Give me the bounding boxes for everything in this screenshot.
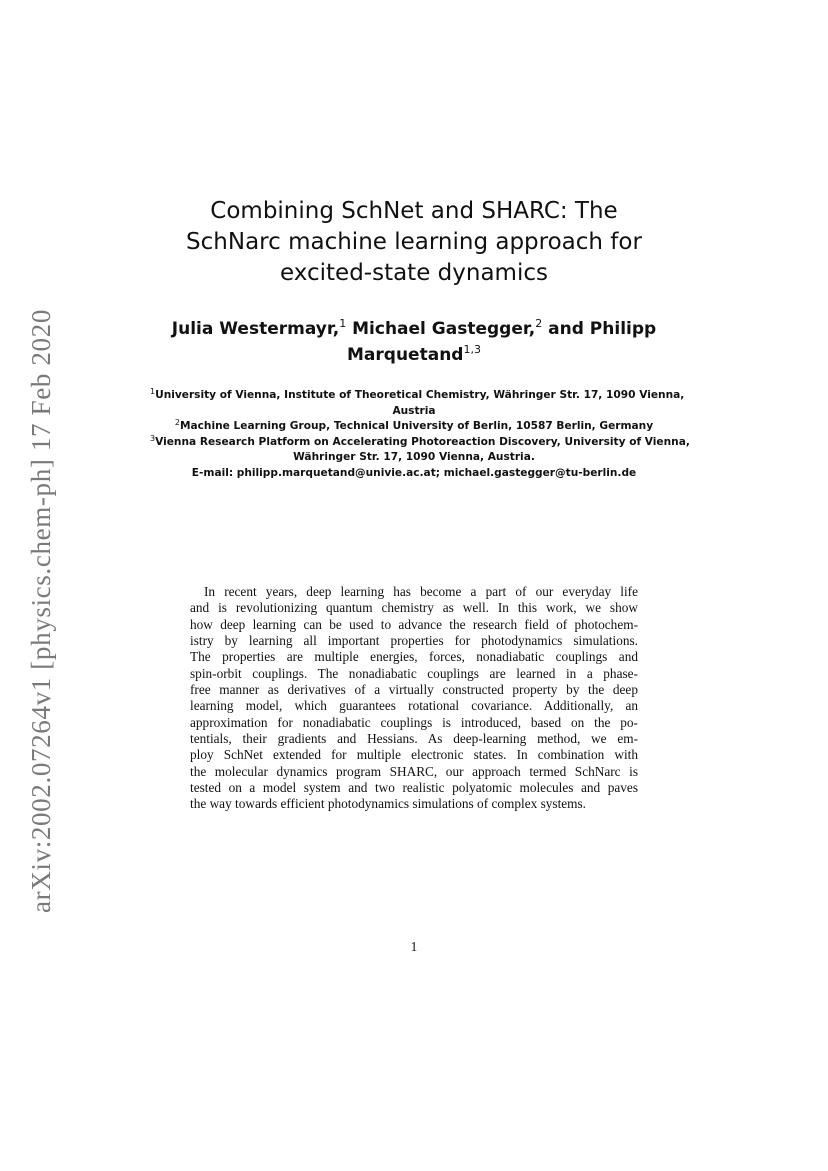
abstract-line: tested on a model system and two realistic polyatomic molecules and paves [190,780,638,796]
affiliation-marker: 1 [150,387,156,396]
page-number: 1 [410,939,418,954]
author-affiliation-marker: 1,3 [463,343,481,356]
affiliation-1-continued: Austria [392,404,436,417]
affiliation-2 [150,419,678,435]
affiliation-text: University of Vienna, Institute of Theoretical Chemistry, Währinger Str. 17, 1090 Vienna, [155,389,685,401]
affiliation-1 [150,387,685,404]
abstract-line: free manner as derivatives of a virtually constructed property by the deep [190,682,638,698]
author-line-1 [150,316,678,342]
affiliations [150,387,690,481]
arxiv-identifier-stamp [14,305,66,920]
affiliation-marker: 3 [150,433,156,443]
abstract-line: the molecular dynamics program SHARC, our approach termed SchNarc is [190,763,638,779]
author-name-gastegger: Michael Gastegger, [352,319,536,339]
abstract-line: the way towards efficient photodynamics simulations of complex systems. [190,796,587,812]
author-name-marquetand: Marquetand [347,345,464,365]
contact-email: E-mail: philipp.marquetand@univie.ac.at; michael.gastegger@tu-berlin.de [191,466,637,479]
abstract-line: spin-orbit couplings. The nonadiabatic couplings are learned in a phase- [190,665,638,681]
paper-title-line-1: Combining SchNet and SHARC: The [210,198,618,224]
author-affiliation-marker: 2 [535,317,543,330]
author-line-2 [150,342,678,368]
abstract-line: learning model, which guarantees rotational covariance. Additionally, an [190,698,638,714]
abstract-line: The properties are multiple energies, forces, nonadiabatic couplings and [190,649,638,665]
affiliation-3-continued: Währinger Str. 17, 1090 Vienna, Austria. [293,451,535,463]
author-connector: and Philipp [548,319,657,339]
paper-title-line-2: SchNarc machine learning approach for [186,229,642,255]
abstract-line: ploy SchNet extended for multiple electronic states. In combination with [190,747,638,763]
abstract-line: and is revolutionizing quantum chemistry as well. In this work, we show [190,600,638,616]
abstract-line: approximation for nonadiabatic couplings is introduced, based on the po- [190,714,638,730]
author-affiliation-marker: 1 [339,317,347,330]
affiliation-marker: 2 [174,418,180,427]
abstract-line: In recent years, deep learning has become a part of our everyday life [204,584,638,599]
paper-title [150,196,678,289]
abstract-line: tentials, their gradients and Hessians. As deep-learning method, we em- [190,731,638,747]
author-name-westermayr: Julia Westermayr, [171,319,340,339]
abstract-line: how deep learning can be used to advance the research field of photochem- [190,616,638,632]
affiliation-text: Vienna Research Platform on Accelerating Photoreaction Discovery, University of Vienna, [155,435,690,448]
abstract-line: istry by learning all important properties for photodynamics simulations. [190,633,638,649]
affiliation-text: Machine Learning Group, Technical University of Berlin, 10587 Berlin, Germany [179,420,654,432]
paper-title-line-3: excited-state dynamics [280,260,548,286]
author-list [150,316,678,368]
arxiv-identifier-text: arXiv:2002.07264v1 [physics.chem-ph] 17 Feb 2020 [26,311,56,913]
affiliation-3 [150,433,690,451]
abstract [190,584,638,813]
